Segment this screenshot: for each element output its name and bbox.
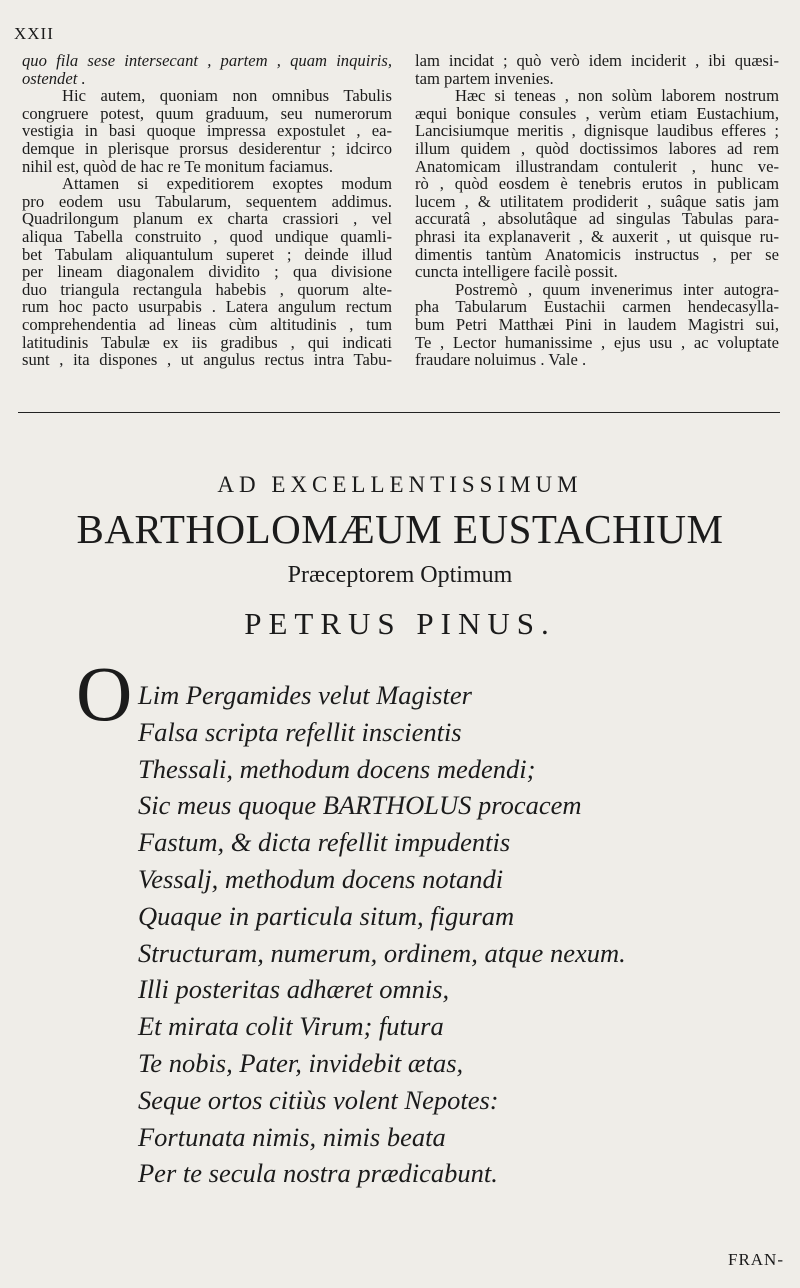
text-line: aliqua Tabella construito , quod undique quamli- — [22, 226, 392, 246]
text-line: fraudare noluimus . Vale . — [415, 350, 587, 370]
catchword: FRAN- — [727, 1250, 784, 1269]
poem-line: Per te secula nostra prædicabunt. — [138, 1158, 498, 1189]
text-line: latitudinis Tabulæ ex iis gradibus , qui indicati — [22, 332, 392, 352]
poem-line: Seque ortos citiùs volent Nepotes: — [138, 1084, 499, 1115]
poem-line: Te nobis, Pater, invidebit ætas, — [138, 1047, 464, 1078]
text-line: rò , quòd eosdem è tenebris erutos in publicam — [415, 174, 779, 194]
text-line: Lancisiumque meritis , dignisque laudibus efferes ; — [415, 121, 779, 141]
text-line: lam incidat ; quò verò idem inciderit , ibi quæsi- — [415, 51, 779, 70]
text-line: nihil est, quòd de hac re Te monitum faciamus. — [22, 156, 333, 176]
text-line: ostendet . — [22, 68, 86, 88]
text-line: bet Tabulam aliquantulum superet ; deinde illud — [22, 244, 392, 264]
poem-line: Vessalj, methodum docens notandi — [138, 863, 504, 894]
page-number: XXII — [14, 24, 54, 43]
poem-line: Thessali, methodum docens medendi; — [138, 753, 536, 784]
text-line: Quadrilongum planum ex charta crassiori , vel — [22, 209, 392, 229]
text-line: Te , Lector humanissime , ejus usu , ac voluptate — [415, 332, 779, 352]
right-text-column — [415, 52, 779, 369]
text-line: Postremò , quum invenerimus inter autogra- — [455, 279, 779, 299]
text-line: pha Tabularum Eustachii carmen hendecasylla- — [415, 297, 779, 317]
text-line: quo fila sese intersecant , partem , quam inquiris, — [22, 51, 392, 70]
dedicatee-name: BARTHOLOMÆUM EUSTACHIUM — [76, 506, 724, 552]
horizontal-rule — [18, 412, 780, 413]
text-line: Hic autem, quoniam non omnibus Tabulis — [62, 86, 392, 106]
poem-line: Falsa scripta refellit inscientis — [138, 716, 462, 747]
text-line: Anatomicam illustrandam contulerit , hunc ve- — [415, 156, 779, 176]
poem-line: Lim Pergamides velut Magister — [138, 680, 472, 710]
text-line: rum hoc pacto usurpabis . Latera angulum rectum — [22, 297, 392, 317]
text-line: dimentis tantùm Anatomicis instructus , per se — [415, 244, 779, 264]
poem-author: PETRUS PINUS. — [244, 606, 556, 641]
text-line: demque in plerisque prorsus desiderentur ; idcirco — [22, 138, 392, 158]
text-line: lucem , & utilitatem prodiderit , suâque satis jam — [415, 191, 779, 211]
poem-line: Fastum, & dicta refellit impudentis — [138, 827, 511, 858]
text-line: tam partem invenies. — [415, 68, 554, 88]
text-line: æqui bonique consules , verùm etiam Eustachium, — [415, 103, 779, 123]
text-line: illum quidem , quòd doctissimos labores ad rem — [415, 138, 779, 158]
text-line: pro eodem usu Tabularum, sequentem addimus. — [22, 191, 392, 211]
text-line: congruere potest, quum graduum, seu numerorum — [22, 103, 392, 123]
left-text-column — [22, 52, 392, 369]
drop-cap: O — [76, 650, 133, 737]
dedication-heading: AD EXCELLENTISSIMUM — [217, 472, 583, 497]
text-line: comprehendentia ad lineas cùm altitudinis , tum — [22, 314, 392, 334]
text-line: Hæc si teneas , non solùm laborem nostrum — [455, 86, 779, 106]
text-line: Attamen si expeditiorem exoptes modum — [62, 174, 392, 194]
poem-line: Fortunata nimis, nimis beata — [138, 1121, 446, 1152]
poem — [138, 677, 626, 1192]
text-line: per lineam diagonalem dividito ; qua divisione — [22, 262, 392, 282]
poem-line: Illi posteritas adhæret omnis, — [138, 974, 450, 1005]
poem-line: Structuram, numerum, ordinem, atque nexum. — [138, 937, 626, 968]
poem-line: Et mirata colit Virum; futura — [138, 1011, 444, 1042]
text-line: vestigia in basi quoque impressa expostulet , ea- — [22, 121, 392, 141]
text-line: bum Petri Matthæi Pini in laudem Magistri sui, — [415, 314, 779, 334]
text-line: accuratâ , absolutâque ad singulas Tabulas para- — [415, 209, 779, 229]
poem-line: Quaque in particula situm, figuram — [138, 900, 515, 931]
text-line: phrasi ita explanaverit , & auxerit , ut quisque ru- — [415, 226, 779, 246]
dedication-subtitle: Præceptorem Optimum — [287, 562, 513, 588]
text-line: cuncta intelligere facilè possit. — [415, 262, 618, 282]
text-line: duo triangula rectangula habebis , quorum alte- — [22, 279, 392, 299]
poem-line: Sic meus quoque BARTHOLUS procacem — [138, 790, 582, 821]
text-line: sunt , ita dispones , ut angulus rectus intra Tabu- — [22, 350, 392, 370]
